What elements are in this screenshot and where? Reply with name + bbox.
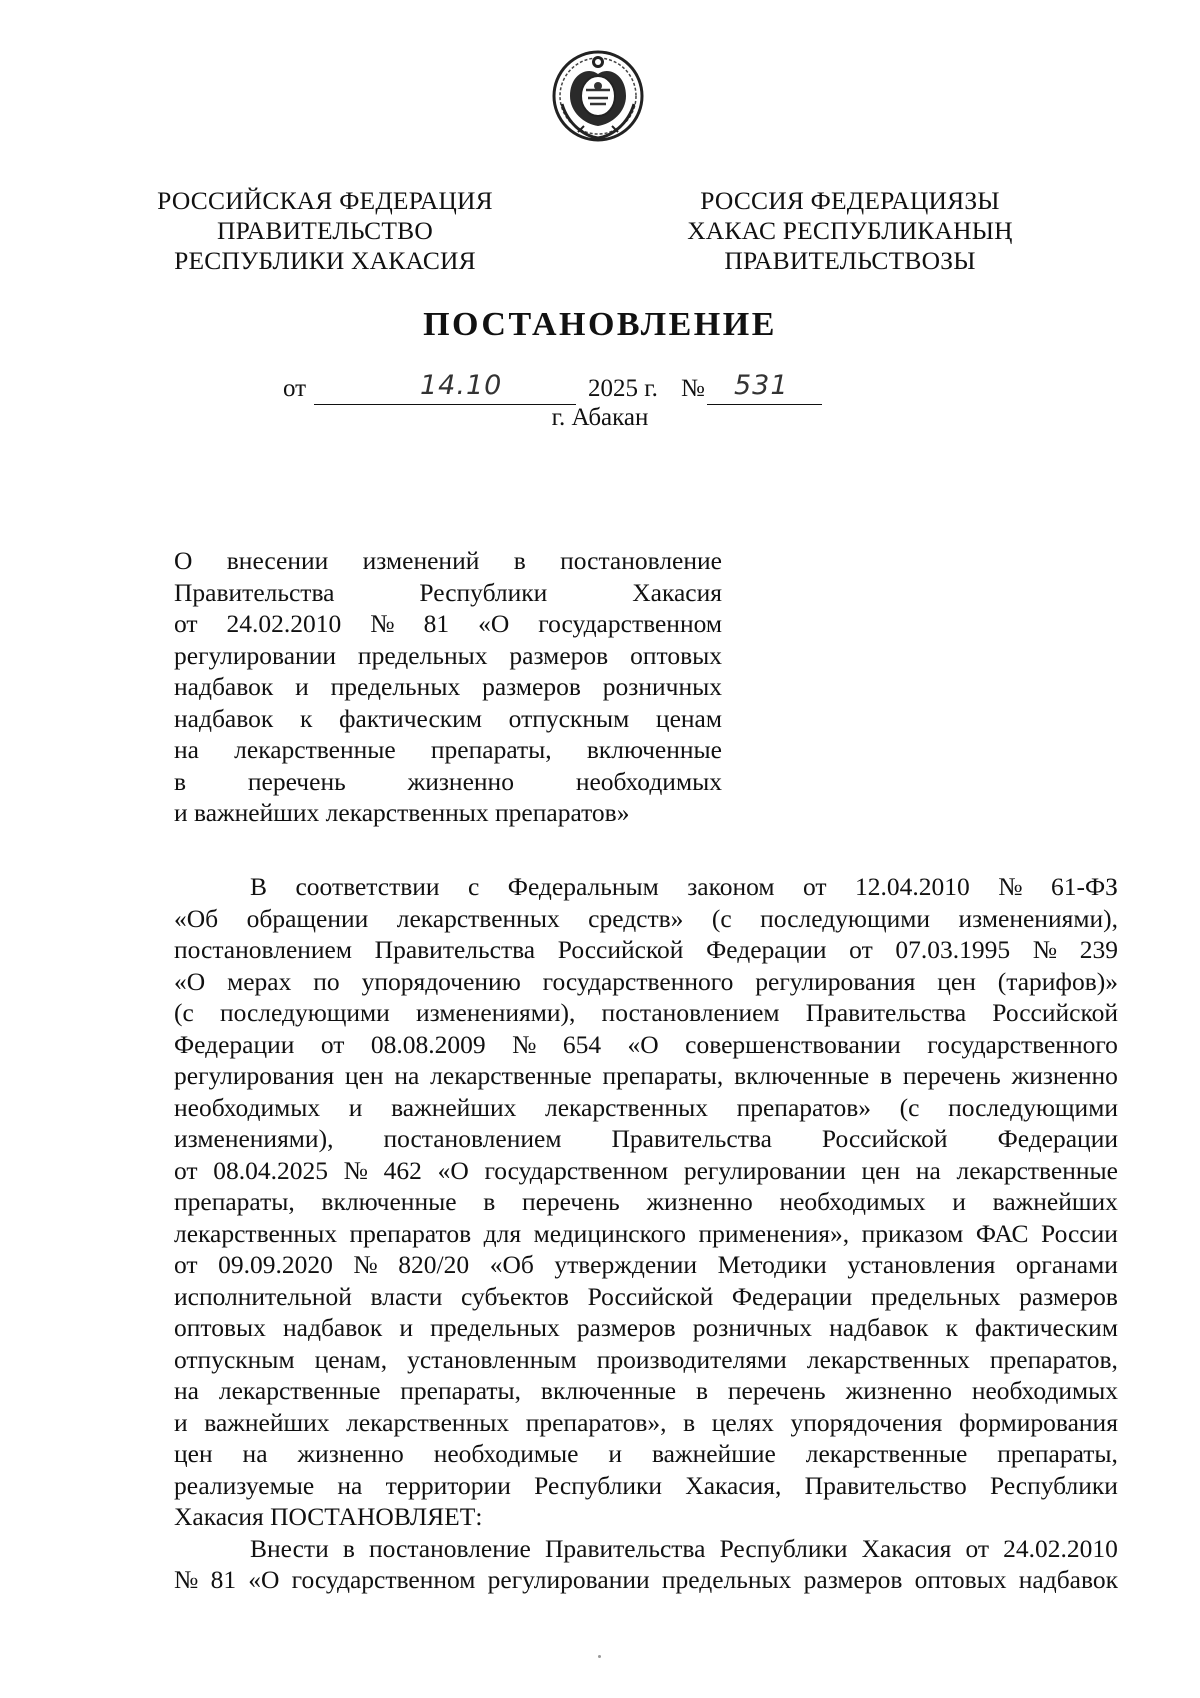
body-line xyxy=(174,1438,1118,1470)
body-line xyxy=(174,1375,1118,1407)
body-word: В xyxy=(250,872,268,901)
body-line xyxy=(174,1533,1118,1565)
subject-word: размеров xyxy=(509,640,609,670)
body-word: в xyxy=(483,1187,496,1216)
header-left-line-1: РОССИЙСКАЯ ФЕДЕРАЦИЯ xyxy=(157,186,493,215)
body-word: Правительство xyxy=(804,1470,967,1500)
number-sign: № xyxy=(681,375,705,402)
body-word: и xyxy=(952,1187,966,1216)
body-word: лекарственных xyxy=(174,1218,337,1248)
body-word: с xyxy=(468,872,480,901)
body-word: 08.04.2025 xyxy=(213,1155,328,1185)
header-left-line-3: РЕСПУБЛИКИ ХАКАСИЯ xyxy=(174,246,476,275)
body-word: Федерации xyxy=(731,1281,853,1311)
body-line xyxy=(174,997,1118,1029)
body-word: цен xyxy=(174,1439,213,1468)
body-word: надбавок xyxy=(1018,1565,1118,1594)
body-word: № xyxy=(1032,935,1058,964)
body-word: Российской xyxy=(557,935,684,964)
body-line xyxy=(174,1186,1118,1218)
scan-speck xyxy=(598,1655,601,1658)
header-right-line-2: ХАКАС РЕСПУБЛИКАНЫҢ xyxy=(687,216,1013,245)
body-word: изменениями), xyxy=(415,998,576,1027)
body-word: предельных xyxy=(430,1313,560,1342)
body-word: формирования xyxy=(958,1407,1118,1437)
header-left-block xyxy=(150,186,500,276)
body-word: перечень xyxy=(902,1061,1001,1090)
body-word: «О xyxy=(174,966,206,996)
body-word: средств» xyxy=(588,903,684,933)
body-word: Российской xyxy=(992,998,1118,1027)
body-word: органами xyxy=(1015,1250,1118,1279)
body-word: цен xyxy=(937,966,976,996)
body-line xyxy=(174,1501,1118,1533)
subject-word: отпускным xyxy=(508,703,630,733)
subject-line xyxy=(174,577,722,609)
body-word: постановлением xyxy=(383,1124,562,1153)
subject-word: Хакасия xyxy=(632,577,722,607)
body-word: в xyxy=(695,1376,708,1405)
body-word: препаратов, xyxy=(989,1344,1118,1374)
body-word: Республики xyxy=(989,1470,1118,1500)
body-word: препараты, xyxy=(400,1376,522,1405)
body-word: 08.08.2009 xyxy=(370,1029,486,1059)
body-word: законом xyxy=(687,872,775,901)
body-word: по xyxy=(313,966,340,996)
subject-word: розничных xyxy=(602,672,722,701)
preamble-text xyxy=(174,871,1118,1596)
body-word: и xyxy=(348,1092,363,1122)
body-word: регулирования xyxy=(755,966,916,996)
body-line xyxy=(174,1218,1118,1250)
body-word: лекарственные xyxy=(218,1376,381,1405)
body-word: на xyxy=(242,1439,268,1468)
subject-word: государственном xyxy=(538,609,722,638)
header-right-line-3: ПРАВИТЕЛЬСТВОЗЫ xyxy=(724,246,976,275)
body-word: Федерации xyxy=(997,1124,1118,1153)
body-line xyxy=(174,1029,1118,1061)
subject-word: «О xyxy=(478,609,510,638)
body-word: России xyxy=(1041,1218,1118,1248)
body-word: 239 xyxy=(1079,935,1118,964)
body-word: необходимых xyxy=(174,1092,321,1122)
body-word: розничных xyxy=(692,1313,812,1342)
body-word: регулирования xyxy=(174,1061,335,1090)
body-word: 654 xyxy=(562,1029,602,1059)
body-word: Республики xyxy=(534,1470,663,1500)
body-word: препаратов» xyxy=(736,1092,872,1122)
body-word: совершенствовании xyxy=(685,1029,901,1059)
subject-line xyxy=(174,703,722,735)
body-word: утверждении xyxy=(554,1250,698,1279)
body-line xyxy=(174,1092,1118,1124)
body-word: регулировании xyxy=(683,1155,846,1185)
subject-line xyxy=(174,734,722,766)
body-word: на xyxy=(915,1155,941,1185)
subject-word: от xyxy=(174,609,198,638)
body-line xyxy=(174,1344,1118,1376)
handwritten-date: 14.10 xyxy=(420,370,503,401)
body-line xyxy=(174,1312,1118,1344)
coat-of-arms-emblem xyxy=(548,44,648,144)
body-word: необходимых xyxy=(779,1187,926,1216)
body-word: жизненно xyxy=(845,1376,952,1405)
body-word: жизненно xyxy=(646,1187,753,1216)
body-word: 820/20 xyxy=(398,1250,470,1279)
body-word: изменениями), xyxy=(174,1124,334,1153)
subject-word: внесении xyxy=(226,546,329,575)
body-word: мерах xyxy=(227,966,292,996)
subject-word: и важнейших лекарственных препаратов» xyxy=(174,798,630,827)
body-word: Федеральным xyxy=(507,872,659,901)
body-word: изменениями), xyxy=(958,903,1118,933)
body-word: отпускным xyxy=(174,1344,295,1374)
body-word: Правительства xyxy=(544,1533,706,1563)
body-word: соответствии xyxy=(295,872,440,901)
body-word: реализуемые xyxy=(174,1470,315,1500)
body-word: перечень xyxy=(727,1376,826,1405)
body-word: исполнительной xyxy=(174,1281,352,1311)
body-word: от xyxy=(174,1155,198,1185)
body-word: оптовых xyxy=(914,1565,1007,1594)
body-word: № xyxy=(174,1565,199,1594)
body-word: (с xyxy=(711,903,732,933)
body-word: государственного xyxy=(542,966,734,996)
subject-word: оптовых xyxy=(630,640,722,670)
body-word: целях xyxy=(711,1407,774,1437)
body-line xyxy=(174,903,1118,935)
subject-word: к xyxy=(299,703,313,733)
subject-word: регулировании xyxy=(174,640,336,670)
subject-line xyxy=(174,797,722,829)
body-word: Правительства xyxy=(611,1124,772,1153)
body-word: упорядочению xyxy=(361,966,521,996)
body-word: (с xyxy=(899,1092,920,1122)
body-word: № xyxy=(353,1250,378,1279)
body-word: последующими xyxy=(219,998,390,1027)
body-word: Федерации xyxy=(174,1029,295,1059)
body-word: от xyxy=(320,1029,345,1059)
subject-word: предельных xyxy=(357,640,488,670)
body-word: медицинского xyxy=(533,1218,687,1248)
body-word: «О xyxy=(437,1155,469,1185)
body-word: № xyxy=(998,872,1023,901)
body-word: обращении xyxy=(246,903,369,933)
body-word: последующими xyxy=(760,903,931,933)
body-word: лекарственных xyxy=(806,1344,970,1374)
body-word: приказом xyxy=(861,1218,964,1248)
body-word: (с xyxy=(174,998,194,1027)
body-word: лекарственных xyxy=(346,1407,510,1437)
body-word: «О xyxy=(248,1565,280,1594)
body-word: установленным xyxy=(407,1344,577,1374)
document-title: ПОСТАНОВЛЕНИЕ xyxy=(423,306,777,343)
subject-word: фактическим xyxy=(339,703,482,733)
subject-word: в xyxy=(174,766,187,796)
body-word: для xyxy=(483,1218,522,1248)
body-word: Хакасия, xyxy=(685,1470,782,1500)
subject-word: жизненно xyxy=(407,766,514,796)
body-word: Хакасия xyxy=(861,1533,952,1563)
body-word: государственного xyxy=(927,1029,1118,1059)
handwritten-number: 531 xyxy=(734,370,789,401)
body-word: в xyxy=(342,1533,355,1563)
subject-line xyxy=(174,545,722,577)
body-word: цен xyxy=(861,1155,901,1185)
subject-word: в xyxy=(513,546,526,575)
body-word: Внести xyxy=(250,1533,329,1563)
body-word: и xyxy=(399,1313,414,1342)
body-word: 07.03.1995 xyxy=(895,935,1011,964)
body-line xyxy=(174,1407,1118,1439)
body-word: Хакасия ПОСТАНОВЛЯЕТ: xyxy=(174,1502,483,1531)
subject-word: Правительства xyxy=(174,577,335,607)
body-word: на xyxy=(394,1061,420,1090)
subject-word: размеров xyxy=(482,672,581,701)
header-left-line-2: ПРАВИТЕЛЬСТВО xyxy=(217,216,433,245)
body-word: важнейшие xyxy=(651,1439,776,1468)
subject-word: включенные xyxy=(586,735,722,764)
body-word: включенные xyxy=(540,1376,677,1405)
body-word: препараты, xyxy=(174,1187,295,1216)
subject-word: 81 xyxy=(423,609,450,638)
body-word: власти xyxy=(370,1281,443,1311)
body-word: лекарственных xyxy=(396,903,560,933)
body-word: надбавок xyxy=(283,1313,383,1342)
subject-word: ценам xyxy=(655,703,722,733)
body-word: ценам, xyxy=(314,1344,388,1374)
body-word: препараты, xyxy=(602,1061,724,1090)
body-word: субъектов xyxy=(461,1281,569,1311)
body-word: установления xyxy=(847,1250,996,1279)
subject-word: надбавок xyxy=(174,672,274,701)
year-text: 2025 г. xyxy=(588,375,658,402)
body-word: предельных xyxy=(870,1281,1001,1311)
date-prefix: от xyxy=(283,375,307,402)
body-line xyxy=(174,871,1118,903)
body-line xyxy=(174,1249,1118,1281)
subject-word: постановление xyxy=(560,546,722,575)
body-word: необходимые xyxy=(433,1439,579,1468)
body-word: постановлением xyxy=(601,998,780,1027)
subject-heading xyxy=(174,545,722,829)
body-word: 24.02.2010 xyxy=(1003,1533,1118,1563)
subject-word: О xyxy=(174,546,193,575)
subject-word: препараты, xyxy=(430,735,552,764)
body-word: важнейших xyxy=(992,1187,1118,1216)
body-word: на xyxy=(174,1376,199,1405)
subject-word: необходимых xyxy=(575,766,722,796)
body-word: лекарственные xyxy=(805,1439,968,1468)
body-line xyxy=(174,1060,1118,1092)
subject-line xyxy=(174,640,722,672)
body-word: размеров xyxy=(1019,1281,1118,1311)
body-word: на xyxy=(337,1470,363,1500)
city-name: г. Абакан xyxy=(551,404,649,431)
body-line xyxy=(174,966,1118,998)
body-word: Правительства xyxy=(374,935,536,964)
subject-line xyxy=(174,766,722,798)
body-word: 09.09.2020 xyxy=(218,1250,333,1279)
body-word: препаратов xyxy=(349,1218,472,1248)
body-word: регулировании xyxy=(487,1565,650,1594)
body-word: оптовых xyxy=(174,1313,266,1342)
body-word: надбавок xyxy=(829,1313,929,1342)
body-word: 12.04.2010 xyxy=(855,872,970,901)
subject-word: изменений xyxy=(362,546,480,575)
body-word: № xyxy=(343,1155,368,1185)
body-word: от xyxy=(965,1533,990,1563)
body-line xyxy=(174,1155,1118,1187)
body-word: Методики xyxy=(717,1250,827,1279)
body-line xyxy=(174,1564,1118,1596)
body-word: территории xyxy=(385,1470,511,1500)
subject-word: и xyxy=(295,672,309,701)
subject-word: предельных xyxy=(330,672,461,701)
body-word: производителями xyxy=(596,1344,787,1374)
body-word: препаратов», xyxy=(525,1407,667,1437)
body-word: применения», xyxy=(698,1218,850,1248)
body-word: Российской xyxy=(821,1124,948,1153)
body-word: лекарственные xyxy=(430,1061,592,1090)
body-word: 61-ФЗ xyxy=(1051,872,1118,901)
body-word: 81 xyxy=(210,1565,237,1594)
body-word: ФАС xyxy=(975,1218,1029,1248)
body-word: предельных xyxy=(661,1565,792,1594)
body-word: важнейших xyxy=(204,1407,330,1437)
body-word: от xyxy=(174,1250,198,1279)
subject-line xyxy=(174,671,722,703)
subject-line xyxy=(174,608,722,640)
header-right-block xyxy=(680,186,1020,276)
header-right-line-1: РОССИЯ ФЕДЕРАЦИЯЗЫ xyxy=(700,186,1000,215)
body-word: препараты, xyxy=(997,1439,1118,1468)
body-word: постановление xyxy=(368,1533,531,1563)
body-word: жизненно xyxy=(1011,1061,1118,1090)
body-word: последующими xyxy=(948,1092,1118,1122)
body-word: Российской xyxy=(587,1281,714,1311)
body-word: от xyxy=(802,872,827,901)
body-word: важнейших xyxy=(391,1092,517,1122)
body-line xyxy=(174,934,1118,966)
body-word: государственном xyxy=(484,1155,669,1185)
body-word: 462 xyxy=(383,1155,422,1185)
body-word: цен xyxy=(344,1061,384,1090)
body-word: Федерации xyxy=(706,935,827,964)
body-word: постановлением xyxy=(174,935,353,964)
body-line xyxy=(174,1123,1118,1155)
body-word: и xyxy=(608,1439,623,1468)
body-word: лекарственных xyxy=(544,1092,708,1122)
body-word: упорядочения xyxy=(790,1407,943,1437)
body-word: (тарифов)» xyxy=(997,966,1118,996)
body-word: в xyxy=(880,1061,893,1090)
body-word: № xyxy=(512,1029,537,1059)
subject-word: надбавок xyxy=(174,703,274,733)
body-word: перечень xyxy=(521,1187,620,1216)
subject-word: лекарственные xyxy=(234,735,396,764)
body-word: в xyxy=(683,1407,696,1437)
body-word: «Об xyxy=(174,903,219,933)
body-word: к xyxy=(945,1313,958,1342)
body-word: «О xyxy=(627,1029,659,1059)
body-word: необходимых xyxy=(971,1376,1118,1405)
body-word: жизненно xyxy=(297,1439,404,1468)
body-line xyxy=(174,1470,1118,1502)
body-line xyxy=(174,1281,1118,1313)
body-word: Республики xyxy=(719,1533,848,1563)
body-word: государственном xyxy=(291,1565,476,1594)
body-word: от xyxy=(849,935,873,964)
subject-word: Республики xyxy=(419,577,548,607)
body-word: включенные xyxy=(734,1061,870,1090)
body-word: и xyxy=(174,1407,188,1437)
subject-word: перечень xyxy=(247,766,346,796)
subject-word: на xyxy=(174,735,199,764)
body-word: включенные xyxy=(321,1187,457,1216)
body-word: Правительства xyxy=(805,998,967,1027)
subject-word: № xyxy=(370,609,395,638)
body-word: размеров xyxy=(803,1565,903,1594)
body-word: фактическим xyxy=(975,1313,1118,1342)
body-word: размеров xyxy=(576,1313,676,1342)
body-word: лекарственные xyxy=(956,1155,1118,1185)
subject-word: 24.02.2010 xyxy=(226,609,342,638)
body-word: «Об xyxy=(489,1250,534,1279)
